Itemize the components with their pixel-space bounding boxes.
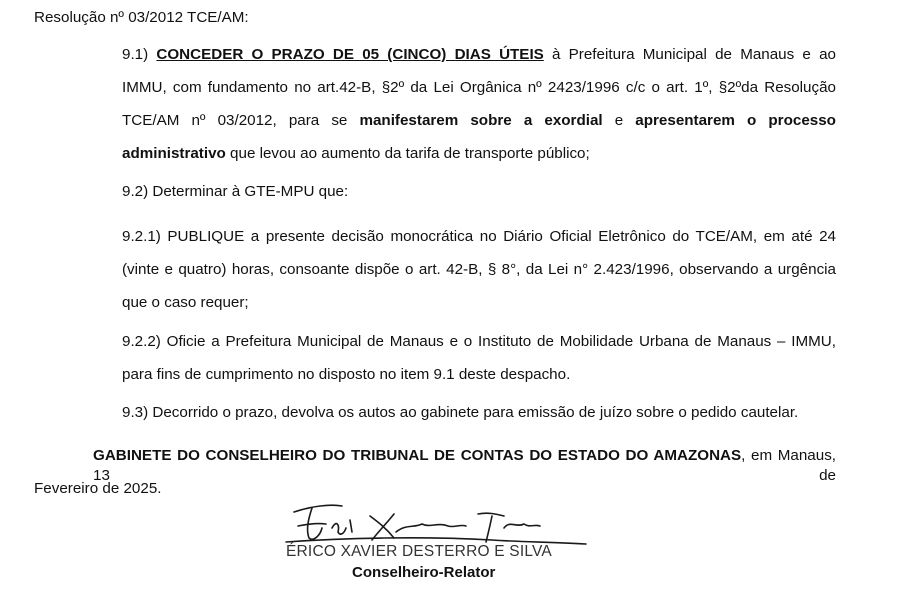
deadline-grant: CONCEDER O PRAZO DE 05 (CINCO) DIAS ÚTEIS bbox=[156, 46, 544, 63]
signer-role: Conselheiro-Relator bbox=[352, 564, 496, 581]
item-9-2-1-line-2: (vinte e quatro) horas, consoante dispõe o art. 42-B, § 8°, da Lei n° 2.423/1996, observando a urgência bbox=[122, 261, 836, 278]
item-9-1-line-3 bbox=[122, 111, 836, 131]
item-9-1-line-4 bbox=[122, 144, 590, 164]
place-date: , em Manaus, 13 de bbox=[93, 447, 837, 484]
office-name: GABINETE DO CONSELHEIRO DO TRIBUNAL DE CONTAS DO ESTADO DO AMAZONAS bbox=[93, 447, 742, 464]
item-9-1-line-1 bbox=[122, 45, 836, 65]
item-9-1-line-2: IMMU, com fundamento no art.42-B, §2º da Lei Orgânica nº 2423/1996 c/c o art. 1º, §2ºda Resolução bbox=[122, 79, 836, 96]
text-span: TCE/AM nº 03/2012, para se bbox=[122, 112, 348, 129]
text-span: que levou ao aumento da tarifa de transporte público; bbox=[230, 145, 590, 162]
item-9-2-2-line-1: 9.2.2) Oficie a Prefeitura Municipal de Manaus e o Instituto de Mobilidade Urbana de Manaus – IMMU, bbox=[122, 333, 836, 350]
item-9-2-1-line-1: 9.2.1) PUBLIQUE a presente decisão monocrática no Diário Oficial Eletrônico do TCE/AM, em até 24 bbox=[122, 228, 836, 245]
text-span: e bbox=[614, 112, 624, 129]
closing-line-1 bbox=[93, 446, 836, 486]
item-9-2-2-line-2: para fins de cumprimento no disposto no item 9.1 deste despacho. bbox=[122, 366, 571, 383]
signer-name: ÉRICO XAVIER DESTERRO E SILVA bbox=[286, 543, 552, 560]
text-span: à Prefeitura Municipal de Manaus e ao bbox=[552, 46, 836, 63]
bold-span: apresentarem o processo bbox=[635, 112, 836, 129]
item-9-2-1-line-3: que o caso requer; bbox=[122, 294, 249, 311]
item-9-2: 9.2) Determinar à GTE-MPU que: bbox=[122, 183, 349, 200]
closing-line-2: Fevereiro de 2025. bbox=[34, 480, 162, 497]
item-9-3: 9.3) Decorrido o prazo, devolva os autos ao gabinete para emissão de juízo sobre o pedido cautelar. bbox=[122, 404, 799, 421]
bold-span: manifestarem sobre a exordial bbox=[359, 112, 603, 129]
bold-span: administrativo bbox=[122, 145, 226, 162]
item-number: 9.1) bbox=[122, 46, 149, 63]
intro-line: Resolução nº 03/2012 TCE/AM: bbox=[34, 9, 249, 26]
